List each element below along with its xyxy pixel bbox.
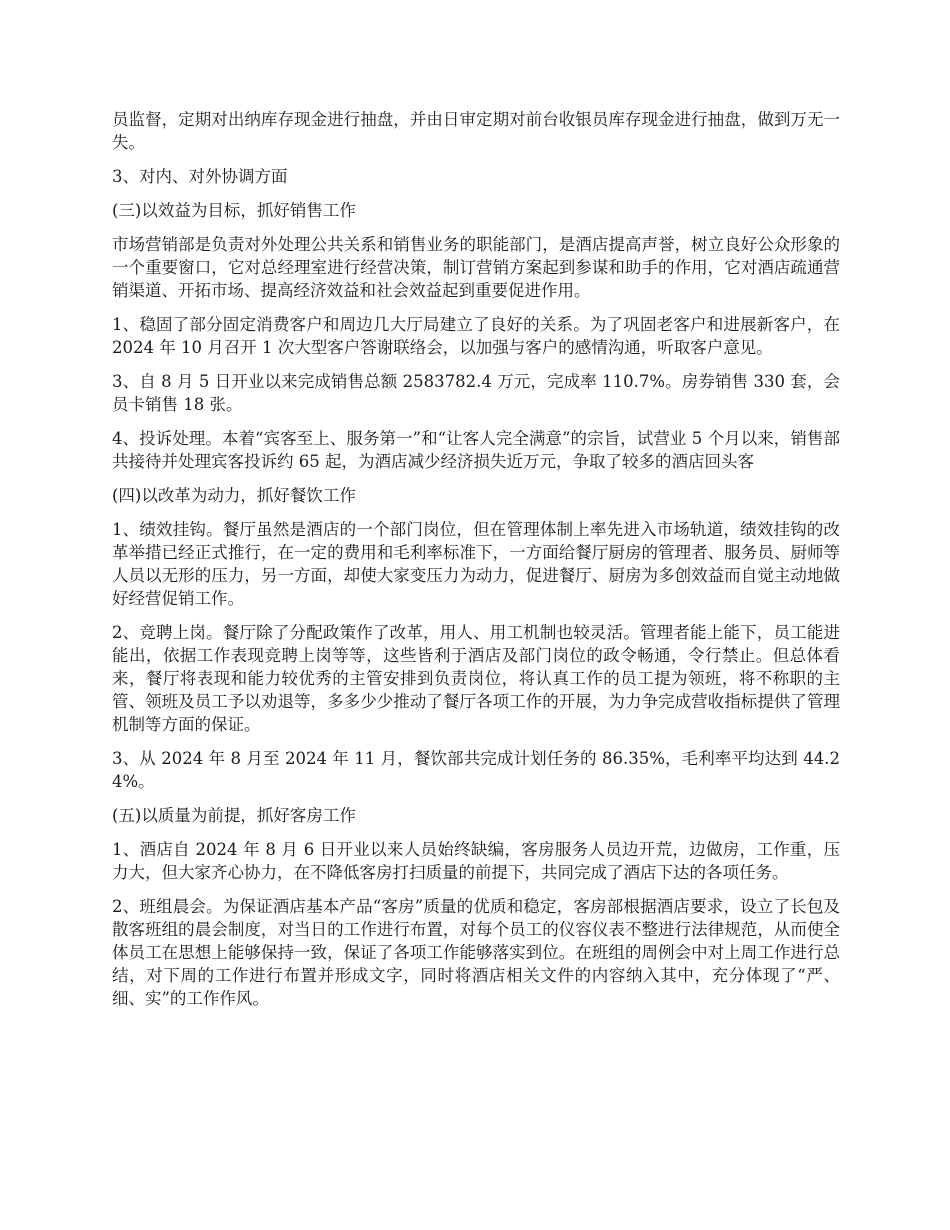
paragraph-fixed-customers: 1、稳固了部分固定消费客户和周边几大厅局建立了良好的关系。为了巩固老客户和进展新客户，在 2024 年 10 月召开 1 次大型客户答谢联络会，以加强与客户的感情沟通，听取客户意见。 — [112, 315, 840, 357]
paragraph-marketing-dept: 市场营销部是负责对外处理公共关系和销售业务的职能部门，是酒店提高声誉，树立良好公众形象的一个重要窗口，它对总经理室进行经营决策，制订营销方案起到参谋和助手的作用，它对酒店疏通营销渠道、开拓市场、提高经济效益和社会效益起到重要促进作用。 — [112, 235, 840, 300]
heading-sales-work: (三)以效益为目标，抓好销售工作 — [112, 201, 356, 220]
heading-coordination: 3、对内、对外协调方面 — [112, 167, 288, 186]
paragraph-cash-supervision: 员监督，定期对出纳库存现金进行抽盘，并由日审定期对前台收银员库存现金进行抽盘，做到万无一失。 — [112, 110, 840, 152]
paragraph-morning-meeting: 2、班组晨会。为保证酒店基本产品“客房”质量的优质和稳定，客房部根据酒店要求，设立了长包及散客班组的晨会制度，对当日的工作进行布置，对每个员工的仪容仪表不整进行法律规范，从而使全体员工在思想上能够保持一致，保证了各项工作能够落实到位。在班组的周例会中对上周工作进行总结，对下周的工作进行布置并形成文字，同时将酒店相关文件的内容纳入其中，充分体现了“严、细、实”的工作作风。 — [112, 897, 840, 1008]
heading-catering-work: (四)以改革为动力，抓好餐饮工作 — [112, 486, 356, 505]
document-body — [112, 108, 840, 1021]
heading-room-work: (五)以质量为前提，抓好客房工作 — [112, 806, 356, 825]
paragraph-sales-total: 3、自 8 月 5 日开业以来完成销售总额 2583782.4 万元，完成率 110.7%。房券销售 330 套，会员卡销售 18 张。 — [112, 372, 840, 414]
paragraph-competitive-posts: 2、竞聘上岗。餐厅除了分配政策作了改革，用人、用工机制也较灵活。管理者能上能下，员工能进能出，依据工作表现竞聘上岗等等，这些皆利于酒店及部门岗位的政令畅通，令行禁止。但总体看来，餐厅将表现和能力较优秀的主管安排到负责岗位，将认真工作的员工提为领班，将不称职的主管、领班及员工予以劝退等，多多少少推动了餐厅各项工作的开展，为力争完成营收指标提供了管理机制等方面的保证。 — [112, 623, 840, 734]
paragraph-staffing: 1、酒店自 2024 年 8 月 6 日开业以来人员始终缺编，客房服务人员边开荒，边做房，工作重，压力大，但大家齐心协力，在不降低客房打扫质量的前提下，共同完成了酒店下达的各项任务。 — [112, 840, 840, 882]
paragraph-catering-results: 3、从 2024 年 8 月至 2024 年 11 月，餐饮部共完成计划任务的 86.35%，毛利率平均达到 44.24%。 — [112, 749, 840, 791]
paragraph-complaints: 4、投诉处理。本着“宾客至上、服务第一”和“让客人完全满意”的宗旨，试营业 5 个月以来，销售部共接待并处理宾客投诉约 65 起，为酒店减少经济损失近万元，争取了较多的酒店回头客 — [112, 429, 840, 471]
paragraph-performance-link: 1、绩效挂钩。餐厅虽然是酒店的一个部门岗位，但在管理体制上率先进入市场轨道，绩效挂钩的改革举措已经正式推行，在一定的费用和毛利率标准下，一方面给餐厅厨房的管理者、服务员、厨师等人员以无形的压力，另一方面，却使大家变压力为动力，促进餐厅、厨房为多创效益而自觉主动地做好经营促销工作。 — [112, 520, 840, 608]
